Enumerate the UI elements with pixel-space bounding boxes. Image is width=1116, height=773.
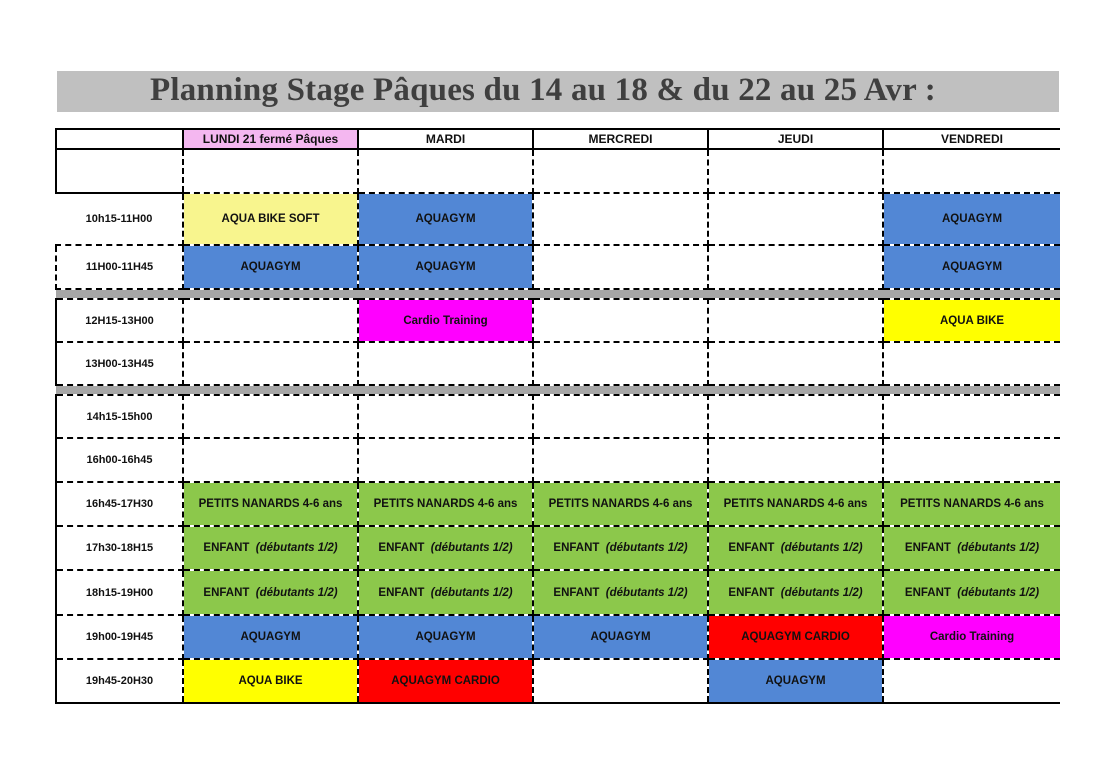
class-cell: AQUA BIKE [883,299,1060,342]
class-sub: (débutants 1/2) [957,542,1040,554]
class-cell: AQUAGYM [358,245,533,289]
empty-cell [358,342,533,385]
schedule-table [55,128,1060,704]
header-row [56,129,1060,149]
time-cell: 16h00-16h45 [56,438,183,482]
empty-cell [358,149,533,193]
empty-cell [183,438,358,482]
time-cell: 18h15-19H00 [56,570,183,615]
class-cell: AQUAGYM [533,615,708,659]
class-sub: (débutants 1/2) [255,542,338,554]
class-sub: (débutants 1/2) [780,542,863,554]
empty-cell [533,149,708,193]
table-row [56,615,1060,659]
class-label: ENFANT [378,586,425,599]
class-cell: PETITS NANARDS 4-6 ans [533,482,708,526]
class-sub: (débutants 1/2) [430,586,513,599]
time-cell: 16h45-17H30 [56,482,183,526]
separator-row [56,289,1060,299]
table-row [56,245,1060,289]
class-cell: Cardio Training [883,615,1060,659]
table-row [56,659,1060,703]
class-cell: AQUA BIKE SOFT [183,193,358,245]
table-row [56,149,1060,193]
time-cell: 19h00-19H45 [56,615,183,659]
class-label: ENFANT [553,586,600,599]
empty-cell [533,342,708,385]
empty-cell [708,299,883,342]
class-cell [708,570,883,615]
class-cell: Cardio Training [358,299,533,342]
table-row [56,482,1060,526]
empty-cell [358,438,533,482]
class-label: ENFANT [904,586,951,599]
empty-cell [708,245,883,289]
class-cell: AQUAGYM [358,615,533,659]
empty-cell [183,342,358,385]
header-day-tuesday: MARDI [358,129,533,149]
empty-cell [708,193,883,245]
header-day-thursday: JEUDI [708,129,883,149]
table-row [56,193,1060,245]
empty-cell [533,659,708,703]
class-sub: (débutants 1/2) [605,542,688,554]
header-day-monday [183,129,358,149]
class-cell [708,526,883,570]
time-cell: 17h30-18H15 [56,526,183,570]
class-label: ENFANT [728,586,775,599]
page-title: Planning Stage Pâques du 14 au 18 & du 22 au 25 Avr : [150,72,936,108]
class-cell [533,526,708,570]
class-cell: AQUAGYM [708,659,883,703]
time-cell: 13H00-13H45 [56,342,183,385]
time-cell: 10h15-11H00 [56,193,183,245]
separator-row [56,385,1060,395]
time-cell: 14h15-15h00 [56,395,183,438]
class-cell: AQUAGYM [358,193,533,245]
table-row [56,438,1060,482]
empty-cell [533,395,708,438]
empty-cell [883,438,1060,482]
empty-cell [708,149,883,193]
class-cell [183,570,358,615]
header-day-friday: VENDREDI [883,129,1060,149]
class-sub: (débutants 1/2) [430,542,513,554]
empty-cell [183,395,358,438]
class-sub: (débutants 1/2) [255,586,338,599]
class-cell [358,570,533,615]
class-cell [183,526,358,570]
empty-cell [183,299,358,342]
class-label: ENFANT [203,542,250,554]
table-row [56,570,1060,615]
class-cell [883,526,1060,570]
class-cell [358,526,533,570]
time-cell: 12H15-13H00 [56,299,183,342]
class-cell: PETITS NANARDS 4-6 ans [883,482,1060,526]
class-label: ENFANT [728,542,775,554]
empty-cell [883,342,1060,385]
class-label: ENFANT [203,586,250,599]
empty-cell [883,395,1060,438]
header-corner [56,129,183,149]
class-label: ENFANT [378,542,425,554]
empty-cell [533,438,708,482]
title-bar [57,71,1059,112]
class-sub: (débutants 1/2) [605,586,688,599]
empty-cell [708,395,883,438]
empty-cell [708,342,883,385]
time-cell [56,149,183,193]
empty-cell [533,245,708,289]
class-cell: PETITS NANARDS 4-6 ans [708,482,883,526]
table-row [56,395,1060,438]
class-cell [533,570,708,615]
class-cell: AQUAGYM [183,615,358,659]
separator [56,385,1060,395]
class-cell: AQUAGYM [183,245,358,289]
class-cell [883,570,1060,615]
time-cell: 11H00-11H45 [56,245,183,289]
class-sub: (débutants 1/2) [780,586,863,599]
empty-cell [183,149,358,193]
empty-cell [533,193,708,245]
class-cell: PETITS NANARDS 4-6 ans [358,482,533,526]
class-cell: AQUAGYM [883,193,1060,245]
class-sub: (débutants 1/2) [957,586,1040,599]
class-cell: AQUAGYM [883,245,1060,289]
time-cell: 19h45-20H30 [56,659,183,703]
monday-label: LUNDI 21 fermé Pâques [184,130,357,148]
class-cell: PETITS NANARDS 4-6 ans [183,482,358,526]
table-row [56,526,1060,570]
class-cell: AQUAGYM CARDIO [708,615,883,659]
empty-cell [708,438,883,482]
empty-cell [533,299,708,342]
class-cell: AQUAGYM CARDIO [358,659,533,703]
class-label: ENFANT [553,542,600,554]
table-row [56,342,1060,385]
header-day-wednesday: MERCREDI [533,129,708,149]
class-label: ENFANT [904,542,951,554]
empty-cell [883,149,1060,193]
table-row [56,299,1060,342]
empty-cell [358,395,533,438]
separator [56,289,1060,299]
empty-cell [883,659,1060,703]
class-cell: AQUA BIKE [183,659,358,703]
